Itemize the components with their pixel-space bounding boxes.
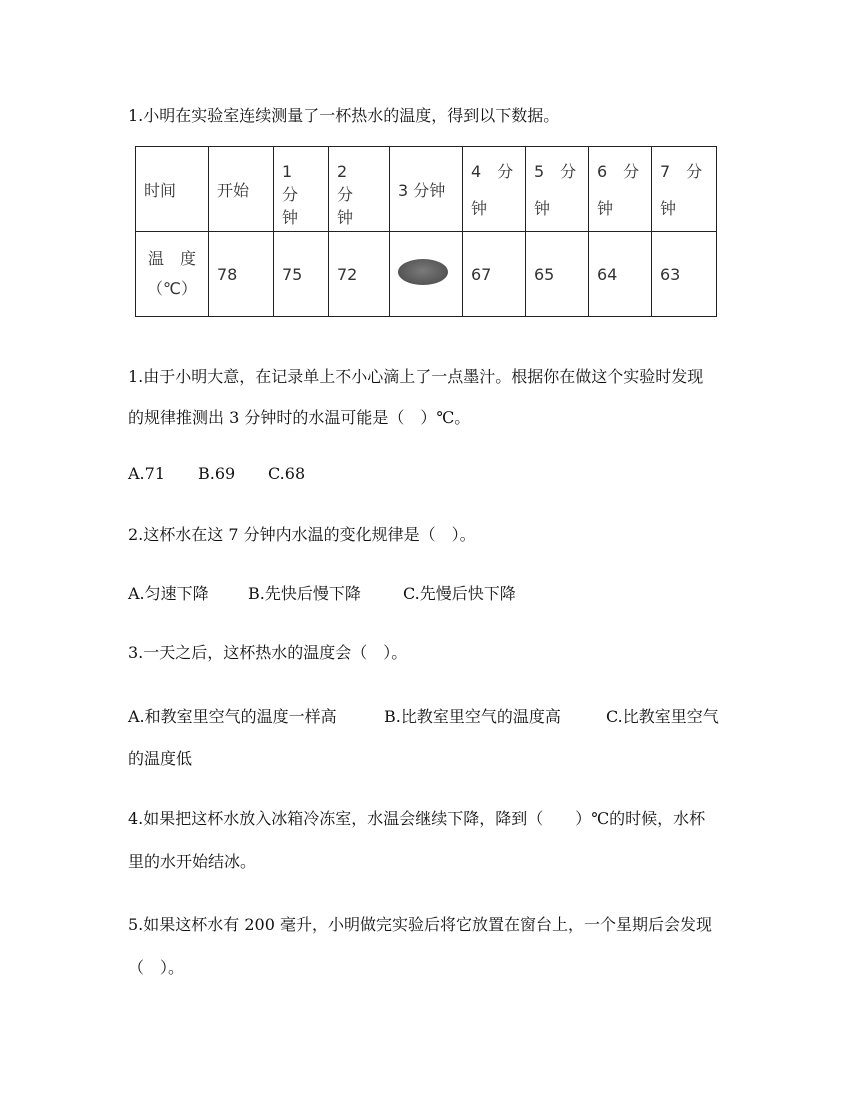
question-3-line-3: 的温度低 — [128, 749, 193, 768]
temperature-table — [135, 146, 717, 317]
table-row-temperature — [136, 232, 717, 317]
question-3-line-1: 3.一天之后，这杯热水的温度会（ ）。 — [128, 643, 408, 662]
question-1-options — [128, 464, 305, 483]
question-4-line-1: 4.如果把这杯水放入冰箱冷冻室，水温会继续下降，降到（ ）℃的时候，水杯 — [128, 809, 706, 828]
temperature-cell: 65 — [526, 232, 589, 317]
option-b: B.69 — [198, 464, 236, 483]
option-c: C.比教室里空气 — [606, 707, 719, 726]
question-3-options — [128, 704, 719, 727]
option-a: A.和教室里空气的温度一样高 — [128, 707, 337, 726]
row-header-time: 时间 — [136, 147, 209, 232]
temperature-cell: 78 — [209, 232, 274, 317]
temperature-cell: 75 — [274, 232, 329, 317]
question-4-line-2: 里的水开始结冰。 — [128, 852, 257, 871]
time-cell: 4 分 钟 — [463, 147, 526, 232]
time-cell: 3 分钟 — [390, 147, 463, 232]
ink-blot — [398, 259, 448, 285]
intro-text: 1.小明在实验室连续测量了一杯热水的温度，得到以下数据。 — [128, 106, 560, 125]
temperature-cell: 72 — [329, 232, 390, 317]
question-2-line-1: 2.这杯水在这 7 分钟内水温的变化规律是（ ）。 — [128, 525, 476, 544]
time-cell: 开始 — [209, 147, 274, 232]
table-row-time — [136, 147, 717, 232]
option-c: C.先慢后快下降 — [403, 584, 516, 603]
row-header-temperature: 温 度 （℃） — [136, 232, 209, 317]
time-cell: 1 分 钟 — [274, 147, 329, 232]
time-cell: 7 分 钟 — [652, 147, 717, 232]
question-1-line-2: 的规律推测出 3 分钟时的水温可能是（ ）℃。 — [128, 408, 471, 427]
time-cell: 5 分 钟 — [526, 147, 589, 232]
time-cell: 6 分 钟 — [589, 147, 652, 232]
time-cell: 2 分 钟 — [329, 147, 390, 232]
temperature-cell: 67 — [463, 232, 526, 317]
option-b: B.先快后慢下降 — [248, 584, 361, 603]
question-2-options — [128, 581, 516, 604]
question-1-line-1: 1.由于小明大意，在记录单上不小心滴上了一点墨汁。根据你在做这个实验时发现 — [128, 367, 704, 386]
option-b: B.比教室里空气的温度高 — [384, 707, 561, 726]
question-5-line-2: （ ）。 — [128, 958, 185, 977]
option-a: A.71 — [128, 464, 165, 483]
option-a: A.匀速下降 — [128, 584, 209, 603]
question-5-line-1: 5.如果这杯水有 200 毫升，小明做完实验后将它放置在窗台上，一个星期后会发现 — [128, 915, 712, 934]
ink-blot-cell — [390, 232, 463, 317]
option-c: C.68 — [268, 464, 306, 483]
temperature-cell: 63 — [652, 232, 717, 317]
temperature-cell: 64 — [589, 232, 652, 317]
